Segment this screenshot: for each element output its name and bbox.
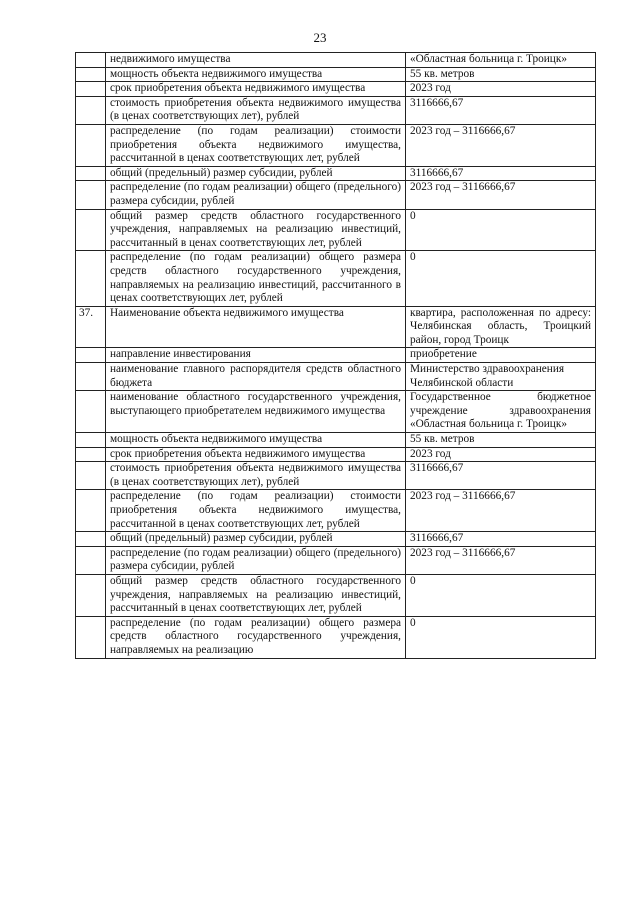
row-label: срок приобретения объекта недвижимого имущества [106, 82, 406, 97]
row-number [76, 82, 106, 97]
row-number [76, 166, 106, 181]
row-value: 2023 год – 3116666,67 [406, 490, 596, 532]
table-row [76, 306, 596, 348]
row-label: стоимость приобретения объекта недвижимого имущества (в ценах соответствующих лет), рублей [106, 96, 406, 124]
row-label: направление инвестирования [106, 348, 406, 363]
row-label: общий (предельный) размер субсидии, рублей [106, 532, 406, 547]
row-value: 0 [406, 574, 596, 616]
row-value: Министерство здравоохранения Челябинской области [406, 363, 596, 391]
investment-table [75, 52, 596, 659]
row-label: распределение (по годам реализации) стоимости приобретения объекта недвижимого имущества, рассчитанной в ценах соответствующих лет, рублей [106, 490, 406, 532]
row-label: общий (предельный) размер субсидии, рублей [106, 166, 406, 181]
row-number [76, 546, 106, 574]
row-value: 3116666,67 [406, 462, 596, 490]
row-label: наименование главного распорядителя средств областного бюджета [106, 363, 406, 391]
row-number [76, 532, 106, 547]
row-value: 0 [406, 616, 596, 658]
table-row [76, 124, 596, 166]
row-label: общий размер средств областного государственного учреждения, направляемых на реализацию инвестиций, рассчитанный в ценах соответствующих лет, рублей [106, 574, 406, 616]
table-row [76, 53, 596, 68]
row-number [76, 209, 106, 251]
row-value: квартира, расположенная по адресу: Челябинская область, Троицкий район, город Троицк [406, 306, 596, 348]
table-row [76, 490, 596, 532]
row-number [76, 462, 106, 490]
row-number [76, 67, 106, 82]
table-row [76, 433, 596, 448]
row-value: приобретение [406, 348, 596, 363]
row-number [76, 181, 106, 209]
row-label: мощность объекта недвижимого имущества [106, 433, 406, 448]
row-label: распределение (по годам реализации) стоимости приобретения объекта недвижимого имущества, рассчитанной в ценах соответствующих лет, рублей [106, 124, 406, 166]
row-number [76, 348, 106, 363]
table-row [76, 166, 596, 181]
row-value: 0 [406, 209, 596, 251]
table-row [76, 574, 596, 616]
row-label: распределение (по годам реализации) общего размера средств областного государственного учреждения, направляемых на реализацию инвестиций, рассчитанного в ценах соответствующих лет, рублей [106, 251, 406, 306]
row-number [76, 96, 106, 124]
table-row [76, 209, 596, 251]
table-row [76, 96, 596, 124]
row-value: 0 [406, 251, 596, 306]
row-label: наименование областного государственного учреждения, выступающего приобретателем недвижимого имущества [106, 391, 406, 433]
row-number [76, 53, 106, 68]
row-number [76, 363, 106, 391]
row-label: распределение (по годам реализации) общего (предельного) размера субсидии, рублей [106, 546, 406, 574]
row-value: 3116666,67 [406, 532, 596, 547]
row-number [76, 616, 106, 658]
table-row [76, 546, 596, 574]
row-number [76, 574, 106, 616]
row-value: 2023 год – 3116666,67 [406, 546, 596, 574]
row-number [76, 433, 106, 448]
row-label: распределение (по годам реализации) общего (предельного) размера субсидии, рублей [106, 181, 406, 209]
table-row [76, 462, 596, 490]
row-label: распределение (по годам реализации) общего размера средств областного государственного учреждения, направляемых на реализацию [106, 616, 406, 658]
table-row [76, 67, 596, 82]
table-row [76, 391, 596, 433]
row-value: «Областная больница г. Троицк» [406, 53, 596, 68]
table-row [76, 82, 596, 97]
row-value: 55 кв. метров [406, 67, 596, 82]
row-label: общий размер средств областного государственного учреждения, направляемых на реализацию инвестиций, рассчитанный в ценах соответствующих лет, рублей [106, 209, 406, 251]
row-number [76, 251, 106, 306]
table-row [76, 363, 596, 391]
row-label: недвижимого имущества [106, 53, 406, 68]
row-label: Наименование объекта недвижимого имущества [106, 306, 406, 348]
table-row [76, 532, 596, 547]
row-value: 3116666,67 [406, 96, 596, 124]
table-row [76, 616, 596, 658]
row-number [76, 391, 106, 433]
row-value: 2023 год [406, 82, 596, 97]
row-number [76, 490, 106, 532]
table-row [76, 251, 596, 306]
table-row [76, 181, 596, 209]
row-value: 2023 год – 3116666,67 [406, 124, 596, 166]
table-row [76, 447, 596, 462]
row-value: Государственное бюджетное учреждение здравоохранения «Областная больница г. Троицк» [406, 391, 596, 433]
row-label: стоимость приобретения объекта недвижимого имущества (в ценах соответствующих лет), рублей [106, 462, 406, 490]
row-value: 2023 год [406, 447, 596, 462]
row-value: 2023 год – 3116666,67 [406, 181, 596, 209]
row-value: 55 кв. метров [406, 433, 596, 448]
row-value: 3116666,67 [406, 166, 596, 181]
row-label: мощность объекта недвижимого имущества [106, 67, 406, 82]
page-number: 23 [313, 30, 327, 45]
row-label: срок приобретения объекта недвижимого имущества [106, 447, 406, 462]
row-number [76, 447, 106, 462]
table-row [76, 348, 596, 363]
row-number: 37. [76, 306, 106, 348]
row-number [76, 124, 106, 166]
